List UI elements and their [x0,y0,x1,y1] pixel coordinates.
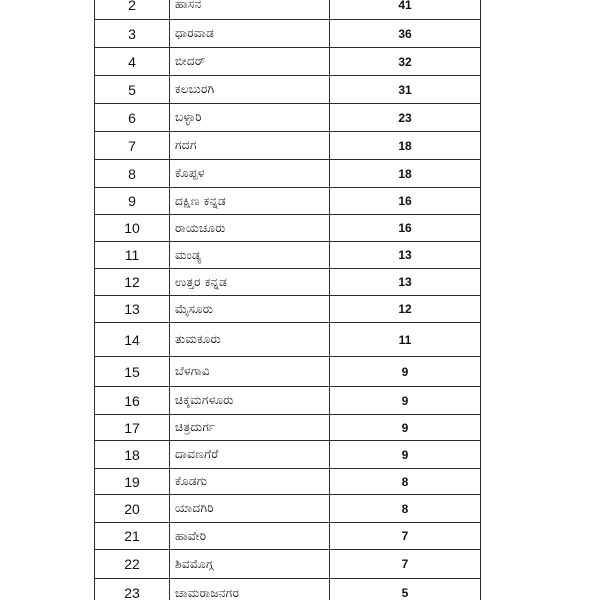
table-row [95,523,481,550]
district-name-cell: ದಾವಣಗೆರೆ [170,441,330,469]
serial-number-cell: 9 [95,188,170,215]
district-name-cell: ಗದಗ [170,132,330,160]
serial-number-cell: 6 [95,104,170,132]
serial-number-cell: 20 [95,495,170,523]
table-row [95,387,481,415]
count-cell: 13 [330,242,481,269]
count-cell: 8 [330,469,481,495]
table-row [95,104,481,132]
district-name-cell: ಬೆಳಗಾವಿ [170,357,330,387]
count-cell: 23 [330,104,481,132]
table-row [95,160,481,188]
count-cell: 9 [330,387,481,415]
count-cell: 18 [330,132,481,160]
count-cell: 32 [330,48,481,76]
serial-number-cell: 11 [95,242,170,269]
serial-number-cell: 3 [95,20,170,48]
serial-number-cell: 18 [95,441,170,469]
table-row [95,441,481,469]
serial-number-cell: 15 [95,357,170,387]
table-row [95,550,481,579]
district-name-cell: ಕೊಡಗು [170,469,330,495]
table-row [95,242,481,269]
serial-number-cell: 19 [95,469,170,495]
district-name-cell: ಚಾಮರಾಜನಗರ [170,579,330,600]
district-name-cell: ಯಾದಗಿರಿ [170,495,330,523]
count-cell: 31 [330,76,481,104]
table-row [95,0,481,20]
serial-number-cell: 12 [95,269,170,296]
district-name-cell: ಧಾರವಾಡ [170,20,330,48]
district-name-cell: ಹಾವೇರಿ [170,523,330,550]
count-cell: 16 [330,215,481,242]
count-cell: 9 [330,441,481,469]
table-row [95,132,481,160]
count-cell: 18 [330,160,481,188]
table-body [95,0,481,600]
serial-number-cell: 4 [95,48,170,76]
table-row [95,269,481,296]
serial-number-cell: 10 [95,215,170,242]
table-row [95,48,481,76]
serial-number-cell: 14 [95,323,170,357]
table-row [95,469,481,495]
district-name-cell: ಕೊಪ್ಪಳ [170,160,330,188]
count-cell: 7 [330,550,481,579]
count-cell: 41 [330,0,481,20]
table-row [95,357,481,387]
serial-number-cell: 8 [95,160,170,188]
count-cell: 11 [330,323,481,357]
table-row [95,188,481,215]
table-row [95,415,481,441]
serial-number-cell: 17 [95,415,170,441]
serial-number-cell: 16 [95,387,170,415]
district-name-cell: ಕಲಬುರಗಿ [170,76,330,104]
table-row [95,76,481,104]
district-name-cell: ಬೀದರ್ [170,48,330,76]
serial-number-cell: 21 [95,523,170,550]
count-cell: 9 [330,415,481,441]
count-cell: 16 [330,188,481,215]
district-name-cell: ರಾಯಚೂರು [170,215,330,242]
count-cell: 9 [330,357,481,387]
serial-number-cell: 2 [95,0,170,20]
district-name-cell: ಉತ್ತರ ಕನ್ನಡ [170,269,330,296]
district-name-cell: ಮಂಡ್ಯ [170,242,330,269]
serial-number-cell: 22 [95,550,170,579]
count-cell: 8 [330,495,481,523]
district-name-cell: ತುಮಕೂರು [170,323,330,357]
count-cell: 13 [330,269,481,296]
table-row [95,323,481,357]
district-name-cell: ದಕ್ಷಿಣ ಕನ್ನಡ [170,188,330,215]
district-name-cell: ಚಿತ್ರದುರ್ಗ [170,415,330,441]
table-row [95,579,481,600]
district-name-cell: ಮೈಸೂರು [170,296,330,323]
table-row [95,296,481,323]
serial-number-cell: 5 [95,76,170,104]
table-row [95,495,481,523]
count-cell: 5 [330,579,481,600]
table-row [95,215,481,242]
district-name-cell: ಶಿವಮೊಗ್ಗ [170,550,330,579]
count-cell: 36 [330,20,481,48]
district-count-table [94,0,481,600]
count-cell: 12 [330,296,481,323]
serial-number-cell: 7 [95,132,170,160]
table-row [95,20,481,48]
serial-number-cell: 13 [95,296,170,323]
count-cell: 7 [330,523,481,550]
district-name-cell: ಚಿಕ್ಕಮಗಳೂರು [170,387,330,415]
district-name-cell: ಬಳ್ಳಾರಿ [170,104,330,132]
serial-number-cell: 23 [95,579,170,600]
district-name-cell: ಹಾಸನ [170,0,330,20]
